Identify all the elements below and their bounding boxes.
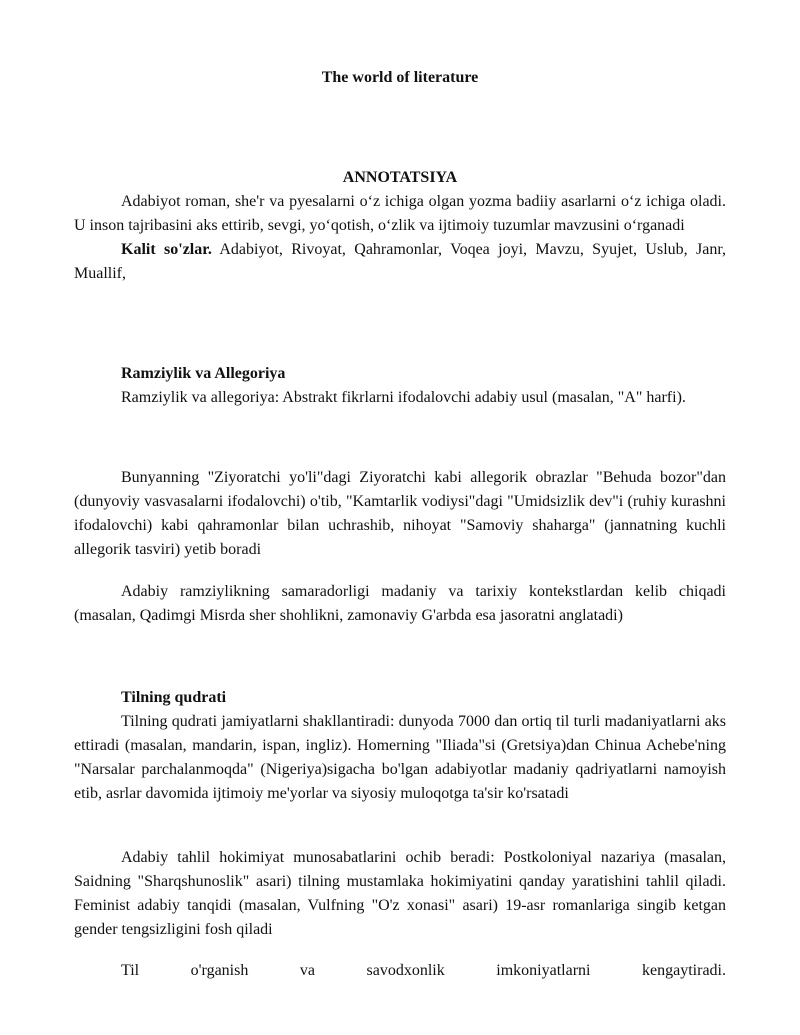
section-symbolism (74, 362, 726, 410)
keywords-label: Kalit so'zlar. (121, 241, 212, 258)
keywords-text: Adabiyot, Rivoyat, Qahramonlar, Voqea joyi, Mavzu, Syujet, Uslub, Janr, Muallif, (74, 241, 727, 282)
section-language-heading: Tilning qudrati (121, 689, 227, 706)
section-symbolism-paragraph-2-block (74, 466, 726, 562)
section-language-paragraph-3-block (74, 959, 726, 983)
document-title: The world of literature (321, 69, 479, 86)
section-symbolism-paragraph-1: Ramziylik va allegoriya: Abstrakt fikrlarni ifodalovchi adabiy usul (masalan, "A" harfi). (121, 389, 686, 406)
section-language-paragraph-1: Tilning qudrati jamiyatlarni shakllantiradi: dunyoda 7000 dan ortiq til turli madaniyatlarni aks ettiradi (masalan, mandarin, ispan, ingliz). Homerning "Iliada"si (Gretsiya)dan Chinua Achebe'ning "Narsalar parchalanmoqda" (Nigeriya)sigacha bo'lgan adabiyotlar madaniy qadriyatlarni namoyish etib, asrlar davomida ijtimoiy me'yorlar va siyosiy muloqotga ta'sir ko'rsatadi (74, 713, 726, 802)
section-language-paragraph-2-block (74, 846, 726, 942)
section-symbolism-paragraph-2: Bunyanning "Ziyoratchi yo'li"dagi Ziyoratchi kabi allegorik obrazlar "Behuda bozor"dan (dunyoviy vasvasalarni ifodalovchi) o'tib, "Kamtarlik vodiysi"dagi "Umidsizlik dev"i (ruhiy kurashni ifodalovchi) kabi qahramonlar bilan uchrashib, nihoyat "Samoviy shaharga" (jannatning kuchli allegorik tasviri) yetib boradi (74, 469, 726, 558)
annotation-text: Adabiyot roman, she'r va pyesalarni o‘z ichiga olgan yozma badiiy asarlarni o‘z ichiga oladi. U inson tajribasini aks ettirib, sevgi, yo‘qotish, o‘zlik va ijtimoiy tuzumlar mavzusini o‘rganadi (74, 193, 726, 234)
section-symbolism-paragraph-3-block (74, 580, 726, 628)
section-language-paragraph-2: Adabiy tahlil hokimiyat munosabatlarini ochib beradi: Postkoloniyal nazariya (masalan, Saidning "Sharqshunoslik" asari) tilning mustamlaka hokimiyatini qanday yaratishini tahlil qiladi. Feminist adabiy tanqidi (masalan, Vulfning "O'z xonasi" asari) 19-asr romanlariga singib ketgan gender tengsizligini fosh qiladi (74, 849, 726, 938)
section-language (74, 686, 726, 806)
keywords-paragraph (74, 238, 726, 286)
section-symbolism-heading: Ramziylik va Allegoriya (121, 365, 286, 382)
section-symbolism-paragraph-3: Adabiy ramziylikning samaradorligi madaniy va tarixiy kontekstlardan kelib chiqadi (masalan, Qadimgi Misrda sher shohlikni, zamonaviy G'arbda esa jasoratni anglatadi) (74, 583, 726, 624)
annotation-heading: ANNOTATSIYA (342, 169, 458, 186)
section-language-paragraph-3: Til o'rganish va savodxonlik imkoniyatlarni kengaytiradi. (121, 962, 726, 979)
annotation-section (74, 166, 726, 286)
